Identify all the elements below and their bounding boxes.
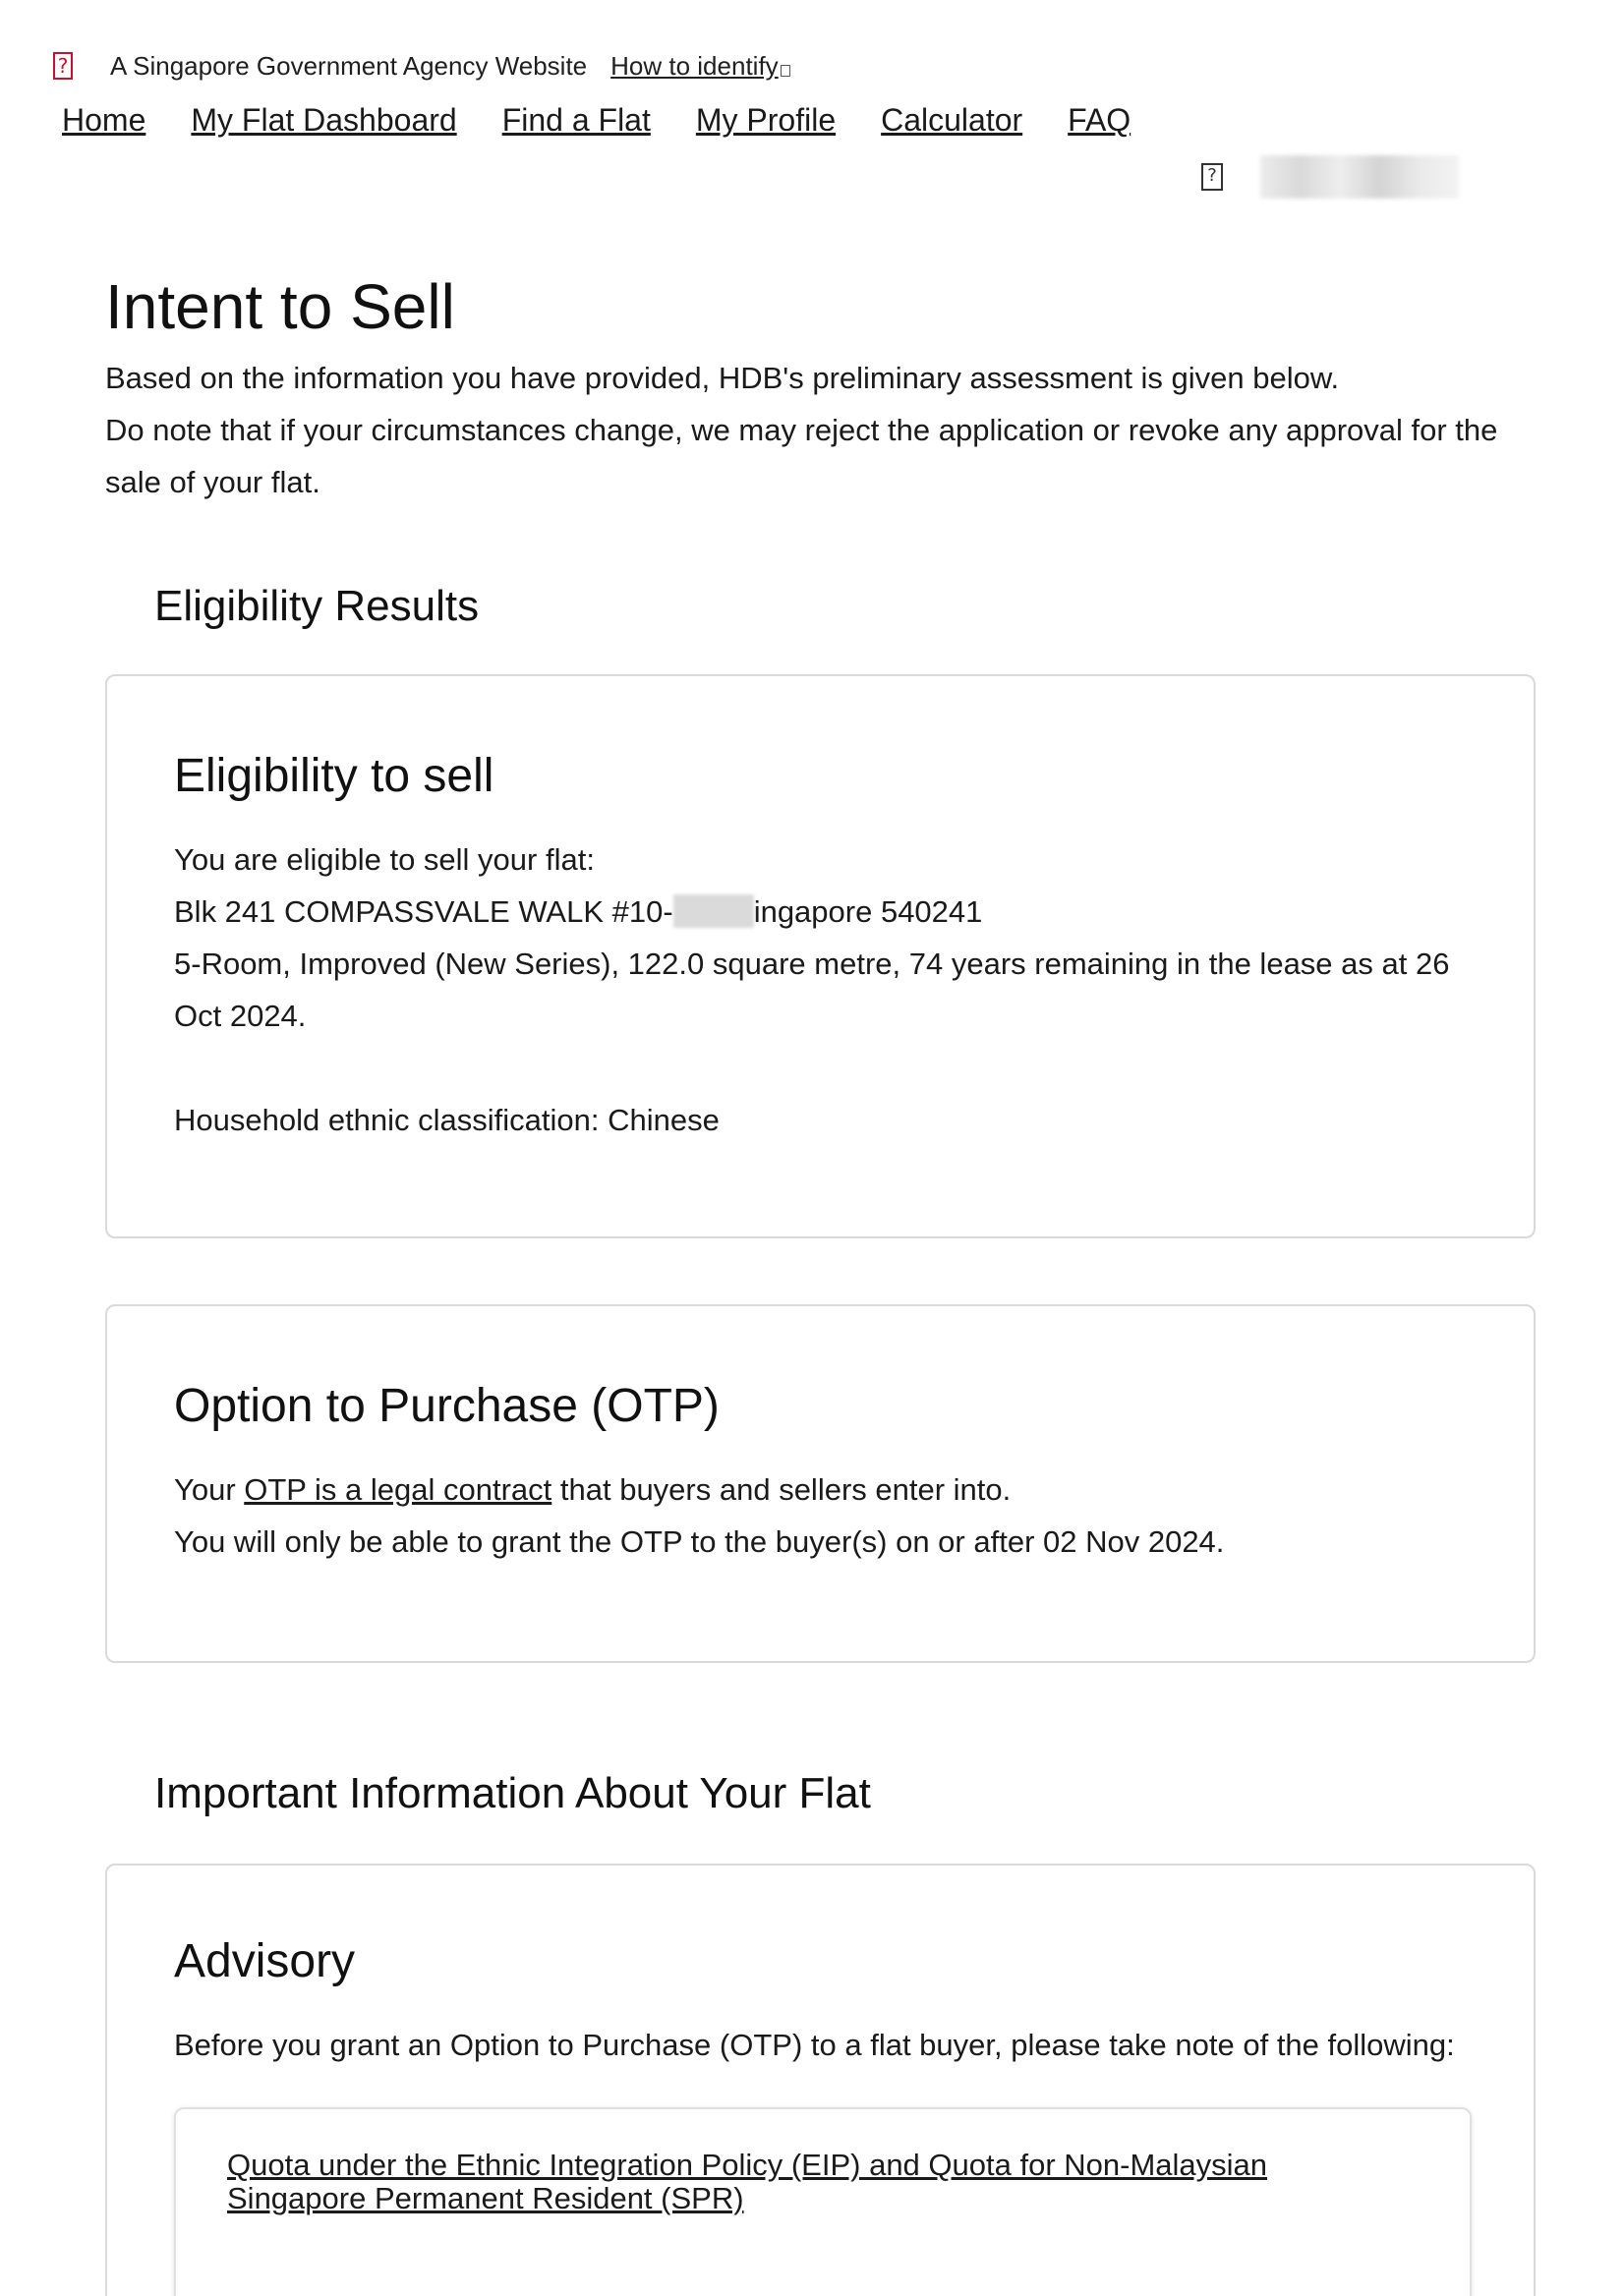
flat-address [174, 886, 1481, 938]
page-title: Intent to Sell [105, 271, 455, 342]
eligibility-results-heading: Eligibility Results [154, 582, 480, 630]
otp-line-1-prefix: Your [174, 1472, 245, 1507]
otp-line-2: You will only be able to grant the OTP to the buyer(s) on or after 02 Nov 2024. [174, 1524, 1225, 1559]
nav-calculator[interactable]: Calculator [881, 102, 1023, 138]
otp-line-1 [174, 1464, 1481, 1516]
nav-find-a-flat[interactable]: Find a Flat [501, 102, 651, 138]
eligibility-card [105, 674, 1536, 1238]
intro-line-2: Do note that if your circumstances change, we may reject the application or revoke any approval for the sale of your flat. [105, 413, 1498, 499]
otp-line-1-suffix: that buyers and sellers enter into. [551, 1472, 1012, 1507]
how-to-identify-link[interactable] [610, 51, 790, 82]
advisory-text: Before you grant an Option to Purchase (OTP) to a flat buyer, please take note of the following: [174, 2028, 1455, 2062]
eligibility-statement: You are eligible to sell your flat: [174, 842, 595, 877]
user-icon: ? [1201, 163, 1223, 191]
agency-text: A Singapore Government Agency Website [110, 50, 588, 81]
address-prefix: Blk 241 COMPASSVALE WALK #10- [174, 894, 673, 929]
otp-legal-contract-link[interactable]: OTP is a legal contract [244, 1472, 552, 1507]
government-masthead [53, 49, 790, 83]
eligibility-card-body [174, 833, 1481, 1146]
nav-my-flat-dashboard[interactable]: My Flat Dashboard [191, 102, 457, 138]
nav-faq[interactable]: FAQ [1068, 102, 1131, 138]
flat-details: 5-Room, Improved (New Series), 122.0 square metre, 74 years remaining in the lease as at 26 Oct 2024. [174, 947, 1450, 1033]
address-redacted [673, 894, 754, 928]
important-info-heading: Important Information About Your Flat [154, 1769, 871, 1817]
otp-card-body [174, 1464, 1481, 1568]
intro-text [105, 352, 1540, 508]
spacer [174, 1042, 1481, 1094]
user-menu[interactable] [1201, 155, 1459, 199]
intro-line-1: Based on the information you have provided, HDB's preliminary assessment is given below. [105, 361, 1340, 395]
eligibility-card-title: Eligibility to sell [174, 750, 494, 802]
otp-card-title: Option to Purchase (OTP) [174, 1380, 720, 1432]
nav-home[interactable]: Home [62, 102, 146, 138]
main-nav [62, 102, 1176, 139]
user-name-redacted [1260, 155, 1459, 199]
ethnic-classification: Household ethnic classification: Chinese [174, 1103, 720, 1137]
advisory-card-title: Advisory [174, 1935, 356, 1987]
external-link-icon [781, 65, 790, 77]
eip-quota-link[interactable]: Quota under the Ethnic Integration Policy (EIP) and Quota for Non-Malaysian Singapore Permanent Resident (SPR) [227, 2148, 1268, 2215]
advisory-card [105, 1864, 1536, 2296]
nav-my-profile[interactable]: My Profile [695, 102, 837, 138]
singapore-crest-icon: ? [53, 52, 73, 80]
eip-quota-panel [174, 2107, 1472, 2296]
otp-card [105, 1304, 1536, 1663]
address-suffix: ingapore 540241 [753, 894, 983, 929]
how-to-identify-label: How to identify [610, 50, 779, 81]
